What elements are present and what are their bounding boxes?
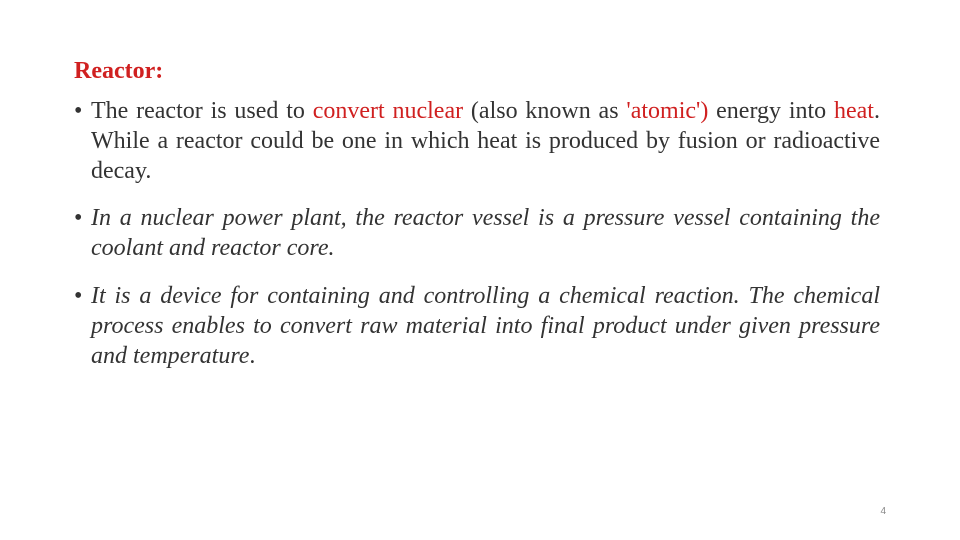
highlight-text: heat	[834, 98, 874, 124]
bullet-item-reactor-vessel	[74, 203, 880, 263]
bullet-text: . While a reactor could be one in which heat is produced by fusion or radioactive decay.	[91, 98, 880, 184]
bullet-item-reactor-use	[74, 96, 880, 186]
bullet-dot: •	[74, 283, 83, 309]
bullet-dot: •	[74, 98, 83, 124]
page-number: 4	[880, 506, 886, 517]
slide-heading: Reactor:	[74, 58, 164, 84]
bullet-text: (also known as	[463, 98, 627, 124]
bullet-text: In a nuclear power plant, the reactor vessel is a pressure vessel containing the coolant and reactor core.	[91, 205, 880, 261]
bullet-text: energy into	[708, 98, 834, 124]
bullet-trailing-period: .	[249, 343, 256, 369]
highlight-text: convert nuclear	[312, 98, 464, 124]
bullet-text: It is a device for containing and controlling a chemical reaction. The chemical process enables to convert raw material into final product under given pressure and temperature	[91, 283, 880, 369]
bullet-item-reactor-device	[74, 281, 880, 371]
highlight-text: 'atomic')	[626, 98, 709, 124]
bullet-dot: •	[74, 205, 83, 231]
bullet-text: The reactor is used to	[91, 98, 313, 124]
